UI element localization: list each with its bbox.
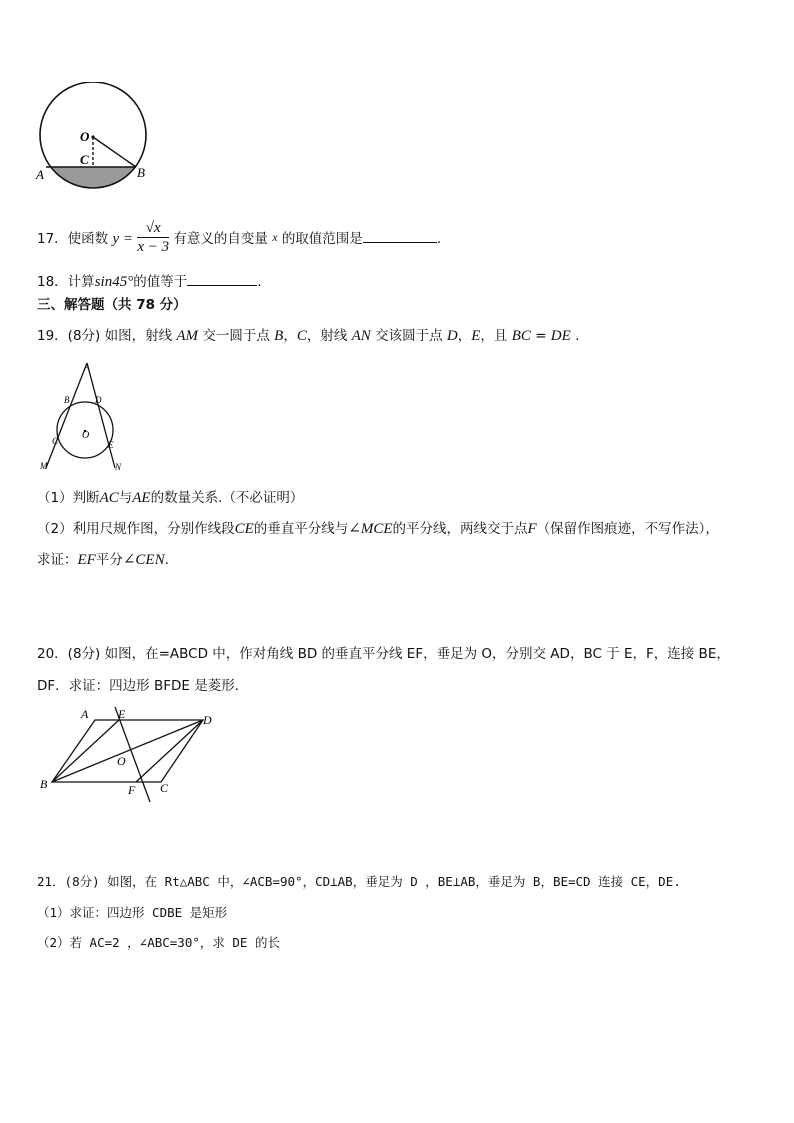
q19-t3: 交该圆于点 [375,328,443,344]
q19-d: D [446,328,458,344]
circle-segment-figure [30,82,160,194]
q19-label-d: D [95,395,102,405]
q19-p1-ae: AE [132,490,151,506]
q20-label-b: B [40,777,48,791]
q17-var: x [272,230,278,244]
q19-c: C [296,328,307,344]
q19-t2: ，射线 [306,328,348,344]
q19-p1-ac: AC [99,490,119,506]
q19-e: E [471,328,481,344]
line-be [52,720,119,782]
q19-p2-ce: CE [234,521,254,537]
q19-c1: ， [283,328,297,344]
q19-label-o: O [82,430,90,441]
q19-proof [37,551,169,569]
q19-label-a: A [84,362,90,372]
section-title: 三、解答题（共 78 分） [37,297,187,313]
q19-proof-a: 求证： [37,552,78,568]
ray-am [46,363,90,468]
q19-label-b: B [64,395,70,405]
q20-parallelogram-figure [35,702,225,802]
question-18 [37,271,262,291]
q20-label-d: D [203,713,212,727]
q17-end: . [436,231,442,247]
q19-end: . [575,328,580,344]
q19-t1: 交一圆于点 [202,328,270,344]
q19-p1-c: 的数量关系.（不必证明） [150,490,304,506]
q21-line1: 21．(8分) 如图，在 Rt△ABC 中，∠ACB=90°，CD⊥AB，垂足为 D ，BE⊥AB，垂足为 B，BE=CD 连接 CE，DE. [37,874,681,889]
q20-line2: DF．求证：四边形 BFDE 是菱形． [37,678,249,694]
q20-label-o: O [117,754,126,768]
q19-t4: ，且 [480,328,508,344]
q17-answer-blank[interactable] [363,228,437,243]
q19-label-m: M [40,461,48,471]
question-17 [37,218,441,258]
q17-prefix: 17．使函数 [37,231,109,247]
line-df [136,720,203,782]
q20-label-e: E [118,707,126,721]
q19-p2-d: （保留作图痕迹，不写作法）， [536,521,719,537]
q19-eq: = [535,328,547,344]
q19-part2 [37,520,719,538]
q19-p2-b: 的垂直平分线与 [253,521,349,537]
q19-proof-angle: ∠CEN [122,552,165,568]
q17-denominator: x − 3 [137,238,170,255]
q20-label-a: A [81,707,89,721]
q20-line1: 20．(8分) 如图，在=ABCD 中，作对角线 BD 的垂直平分线 EF，垂足为 O，分别交 AD，BC 于 E，F，连接 BE， [37,646,730,662]
q19-b: B [274,328,284,344]
q17-fraction [137,219,169,256]
q19-c2: ， [457,328,472,344]
label-b: B [137,165,145,180]
label-c: C [80,152,89,167]
q18-suffix: 的值等于 [133,274,188,290]
q19-p1-a: （1）判断 [37,490,100,506]
q19-proof-ef: EF [77,552,96,568]
question-19 [37,327,579,345]
label-o: O [80,129,90,144]
diagonal-bd [52,720,203,782]
q18-end: . [257,274,262,290]
q17-middle: 有意义的自变量 [173,231,268,247]
q19-p2-f: F [527,521,537,537]
q21-line3: （2）若 AC=2 ，∠ABC=30°，求 DE 的长 [37,935,280,950]
q18-expr: sin45° [94,274,134,290]
radius-ob [93,137,136,167]
q18-answer-blank[interactable] [187,271,257,286]
q19-label-n: N [115,462,122,472]
q20-label-c: C [160,781,169,795]
q19-p1-b: 与 [118,490,133,506]
q19-p2-c: 的平分线，两线交于点 [392,521,528,537]
q19-p2-angle: ∠MCE [348,521,393,537]
q19-p2-a: （2）利用尺规作图，分别作线段 [37,521,235,537]
q19-figure [36,358,126,473]
q19-an: AN [351,328,371,344]
q17-numerator: √x [137,219,169,238]
q18-prefix: 18．计算 [37,274,95,290]
q20-label-f: F [128,783,136,797]
q19-proof-end: . [164,552,169,568]
q21-line2: （1）求证：四边形 CDBE 是矩形 [37,905,228,920]
q19-label-c: C [52,436,59,446]
q19-part1 [37,489,303,507]
q17-suffix: 的取值范围是 [281,231,363,247]
q19-arc-de: DE [550,328,571,344]
q19-am: AM [176,328,199,344]
q19-proof-b: 平分 [95,552,123,568]
q19-head: 19．(8分) 如图，射线 [37,328,173,344]
q19-arc-bc: BC [511,328,531,344]
center-dot [91,135,94,138]
q17-y-eq: y = [112,231,134,247]
q19-label-e: E [108,440,114,450]
label-a: A [36,167,44,182]
